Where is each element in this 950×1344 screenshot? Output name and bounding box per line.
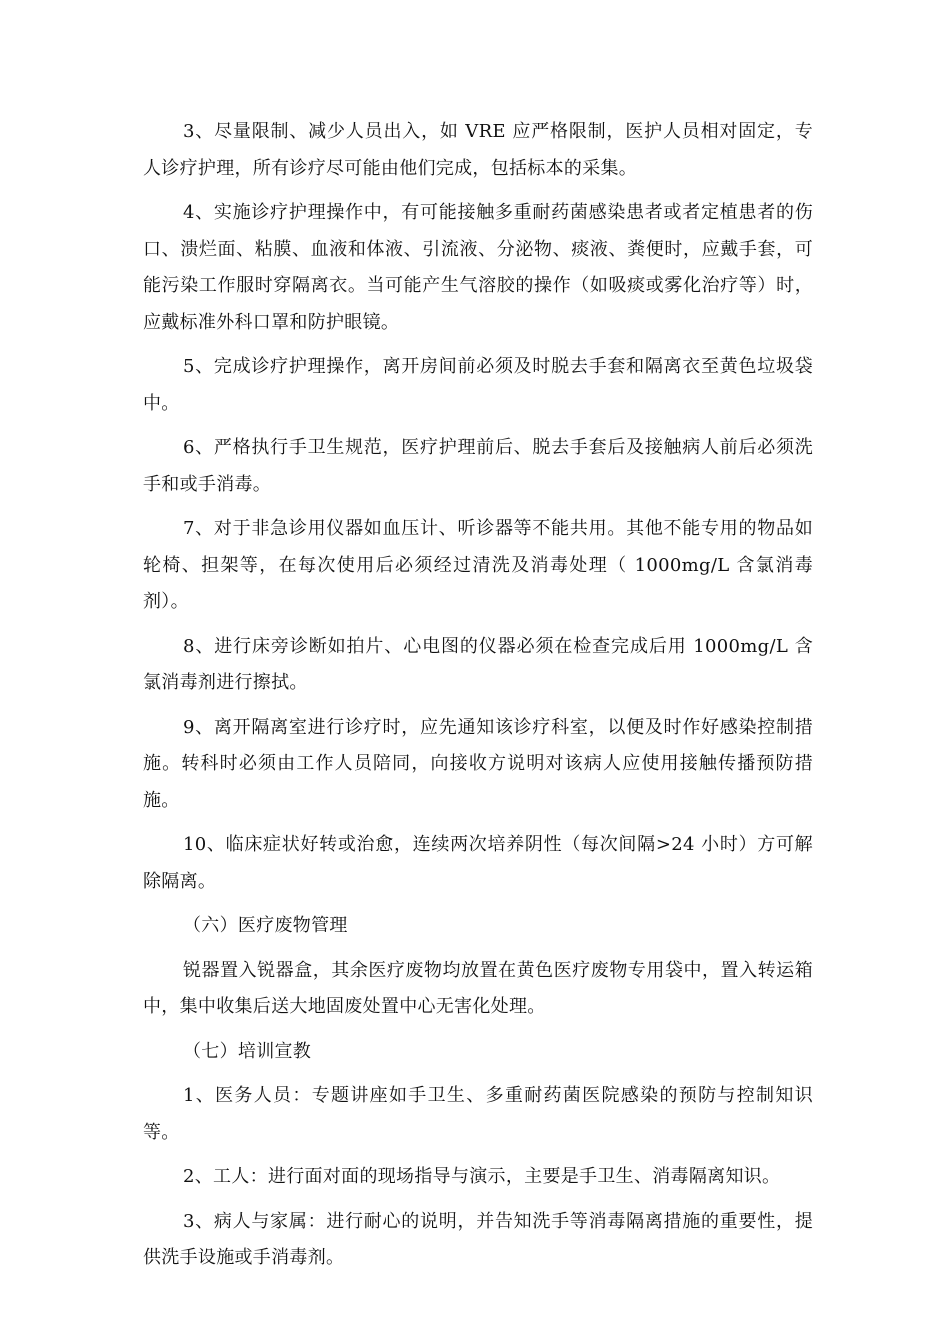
section-text-medical-waste: 锐器置入锐器盒，其余医疗废物均放置在黄色医疗废物专用袋中，置入转运箱中，集中收集后送大地固废处置中心无害化处理。 <box>143 959 813 1017</box>
paragraph-item-4: 4、实施诊疗护理操作中，有可能接触多重耐药菌感染患者或者定植患者的伤口、溃烂面、粘膜、血液和体液、引流液、分泌物、痰液、粪便时，应戴手套，可能污染工作服时穿隔离衣。当可能产生气溶胶的操作（如吸痰或雾化治疗等）时，应戴标准外科口罩和防护眼镜。 <box>143 202 813 333</box>
section-heading-medical-waste: （六）医疗废物管理 <box>183 915 348 936</box>
training-item-medical-staff: 1、医务人员：专题讲座如手卫生、多重耐药菌医院感染的预防与控制知识等。 <box>143 1085 813 1143</box>
document-body <box>143 114 813 1285</box>
paragraph-item-9: 9、离开隔离室进行诊疗时，应先通知该诊疗科室，以便及时作好感染控制措施。转科时必须由工作人员陪同，向接收方说明对该病人应使用接触传播预防措施。 <box>143 716 813 811</box>
paragraph-item-5: 5、完成诊疗护理操作，离开房间前必须及时脱去手套和隔离衣至黄色垃圾袋中。 <box>143 356 813 414</box>
training-item-patients-family: 3、病人与家属：进行耐心的说明，并告知洗手等消毒隔离措施的重要性，提供洗手设施或手消毒剂。 <box>143 1210 813 1268</box>
paragraph-item-8: 8、进行床旁诊断如拍片、心电图的仪器必须在检查完成后用 1000mg/L 含氯消毒剂进行擦拭。 <box>143 635 813 693</box>
paragraph-item-10: 10、临床症状好转或治愈，连续两次培养阴性（每次间隔>24 小时）方可解除隔离。 <box>143 834 813 892</box>
training-item-workers: 2、工人：进行面对面的现场指导与演示，主要是手卫生、消毒隔离知识。 <box>183 1166 781 1187</box>
paragraph-item-6: 6、严格执行手卫生规范，医疗护理前后、脱去手套后及接触病人前后必须洗手和或手消毒。 <box>143 437 813 495</box>
paragraph-item-3: 3、尽量限制、减少人员出入，如 VRE 应严格限制，医护人员相对固定，专人诊疗护理，所有诊疗尽可能由他们完成，包括标本的采集。 <box>143 121 813 179</box>
paragraph-item-7: 7、对于非急诊用仪器如血压计、听诊器等不能共用。其他不能专用的物品如轮椅、担架等，在每次使用后必须经过清洗及消毒处理（ 1000mg/L 含氯消毒剂）。 <box>143 518 813 612</box>
section-heading-training: （七）培训宣教 <box>183 1040 312 1062</box>
